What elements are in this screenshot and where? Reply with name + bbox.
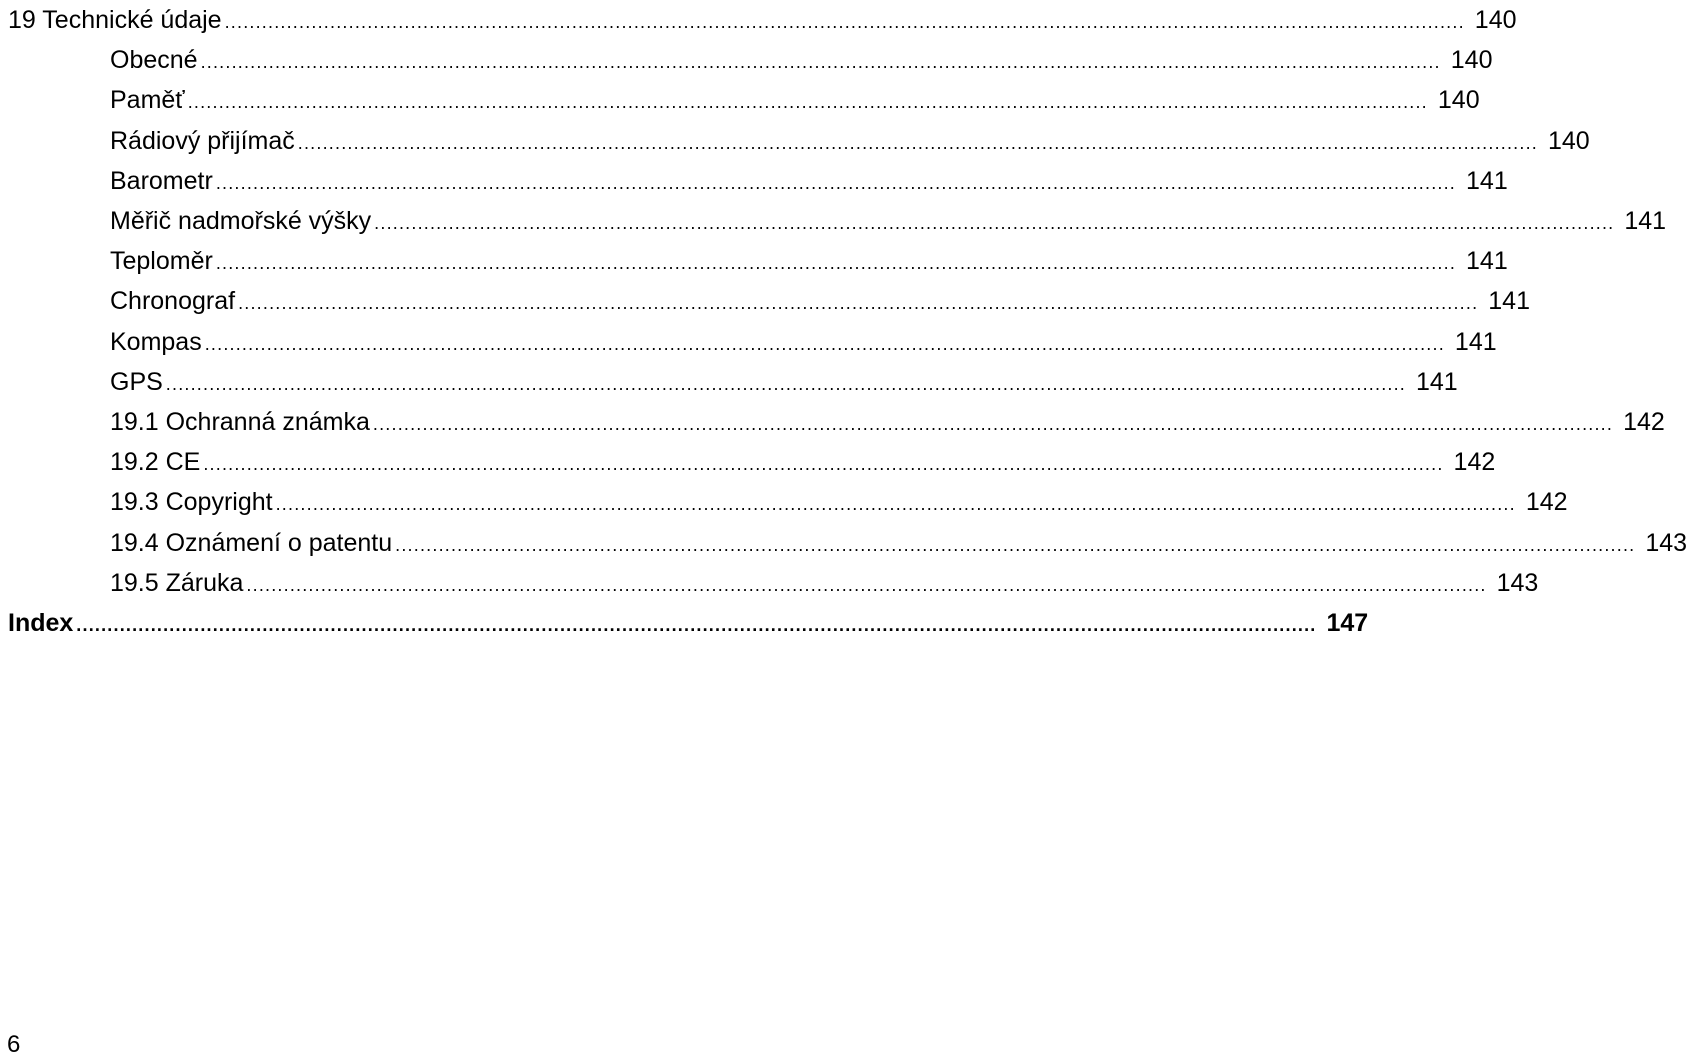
toc-entry-page: 140 bbox=[1474, 6, 1517, 34]
toc-entry-page: 141 bbox=[1488, 287, 1530, 316]
toc-entry-label: GPS bbox=[110, 367, 163, 396]
toc-entry[interactable] bbox=[110, 201, 1667, 241]
toc-entry[interactable] bbox=[110, 482, 1568, 522]
toc-entry[interactable] bbox=[110, 362, 1458, 402]
toc-entry-label: 19 Technické údaje bbox=[8, 6, 222, 34]
toc-dot-leader: ........................................................................................................................................................................................................ bbox=[372, 414, 1614, 434]
toc-entry[interactable] bbox=[110, 161, 1508, 201]
toc-entry-page: 142 bbox=[1453, 448, 1496, 477]
toc-entry-page: 141 bbox=[1466, 247, 1508, 276]
toc-entry-page: 147 bbox=[1326, 609, 1369, 637]
toc-dot-leader: ........................................................................................................................................................................................................ bbox=[76, 615, 1317, 635]
toc-entry[interactable] bbox=[110, 563, 1539, 603]
toc-dot-leader: ........................................................................................................................................................................................................ bbox=[203, 454, 1444, 475]
toc-dot-leader: ........................................................................................................................................................................................................ bbox=[275, 494, 1516, 515]
toc-entry-label: Paměť bbox=[110, 86, 185, 115]
toc-entry-page: 142 bbox=[1525, 488, 1568, 517]
toc-dot-leader: ........................................................................................................................................................................................................ bbox=[374, 213, 1615, 233]
toc-entry-page: 142 bbox=[1623, 408, 1665, 436]
toc-entry[interactable] bbox=[8, 603, 1369, 643]
toc-entry-label: Obecné bbox=[110, 46, 198, 75]
toc-entry-page: 140 bbox=[1450, 46, 1493, 75]
toc-entry-page: 140 bbox=[1437, 86, 1480, 115]
toc-entry[interactable] bbox=[110, 40, 1493, 80]
toc-entry[interactable] bbox=[110, 523, 1687, 563]
toc-dot-leader: ........................................................................................................................................................................................................ bbox=[224, 12, 1465, 32]
toc-entry[interactable] bbox=[110, 322, 1497, 362]
toc-entry-page: 141 bbox=[1466, 166, 1508, 195]
toc-dot-leader: ........................................................................................................................................................................................................ bbox=[187, 92, 1428, 113]
toc-entry[interactable] bbox=[110, 121, 1590, 161]
toc-entry-page: 141 bbox=[1454, 327, 1497, 356]
toc-entry[interactable] bbox=[110, 402, 1665, 442]
toc-entry-page: 141 bbox=[1624, 207, 1667, 235]
toc-entry-label: 19.3 Copyright bbox=[110, 488, 273, 517]
toc-dot-leader: ........................................................................................................................................................................................................ bbox=[204, 333, 1445, 354]
toc-entry[interactable] bbox=[110, 281, 1530, 321]
toc-dot-leader: ........................................................................................................................................................................................................ bbox=[238, 293, 1479, 314]
toc-entry-label: 19.2 CE bbox=[110, 448, 201, 477]
toc-entry-label: Kompas bbox=[110, 327, 202, 356]
toc-entry-label: 19.1 Ochranná známka bbox=[110, 408, 370, 436]
toc-dot-leader: ........................................................................................................................................................................................................ bbox=[246, 574, 1487, 595]
toc-entry-page: 140 bbox=[1547, 126, 1590, 155]
toc-dot-leader: ........................................................................................................................................................................................................ bbox=[395, 534, 1636, 555]
toc-dot-leader: ........................................................................................................................................................................................................ bbox=[200, 52, 1441, 73]
toc-entry-page: 141 bbox=[1416, 367, 1458, 396]
page-number: 6 bbox=[7, 1031, 21, 1058]
toc-dot-leader: ........................................................................................................................................................................................................ bbox=[165, 373, 1406, 394]
toc-entry-label: 19.4 Oznámení o patentu bbox=[110, 528, 393, 557]
toc-entry-label: Barometr bbox=[110, 166, 213, 195]
toc-entry-page: 143 bbox=[1496, 568, 1539, 597]
toc-entry-label: Index bbox=[8, 609, 74, 637]
toc-entry-page: 143 bbox=[1645, 528, 1687, 557]
toc-entry-label: 19.5 Záruka bbox=[110, 568, 244, 597]
toc-entry[interactable] bbox=[110, 442, 1496, 482]
toc-entry[interactable] bbox=[110, 241, 1508, 281]
toc-entry-label: Měřič nadmořské výšky bbox=[110, 207, 372, 235]
toc-dot-leader: ........................................................................................................................................................................................................ bbox=[215, 253, 1457, 274]
toc-entry-label: Chronograf bbox=[110, 287, 236, 316]
toc-dot-leader: ........................................................................................................................................................................................................ bbox=[297, 132, 1538, 153]
toc-entry-label: Teploměr bbox=[110, 247, 213, 276]
toc-entry-label: Rádiový přijímač bbox=[110, 126, 295, 155]
toc-entry[interactable] bbox=[8, 0, 1517, 40]
toc-entry[interactable] bbox=[110, 80, 1480, 120]
toc-dot-leader: ........................................................................................................................................................................................................ bbox=[215, 172, 1457, 193]
